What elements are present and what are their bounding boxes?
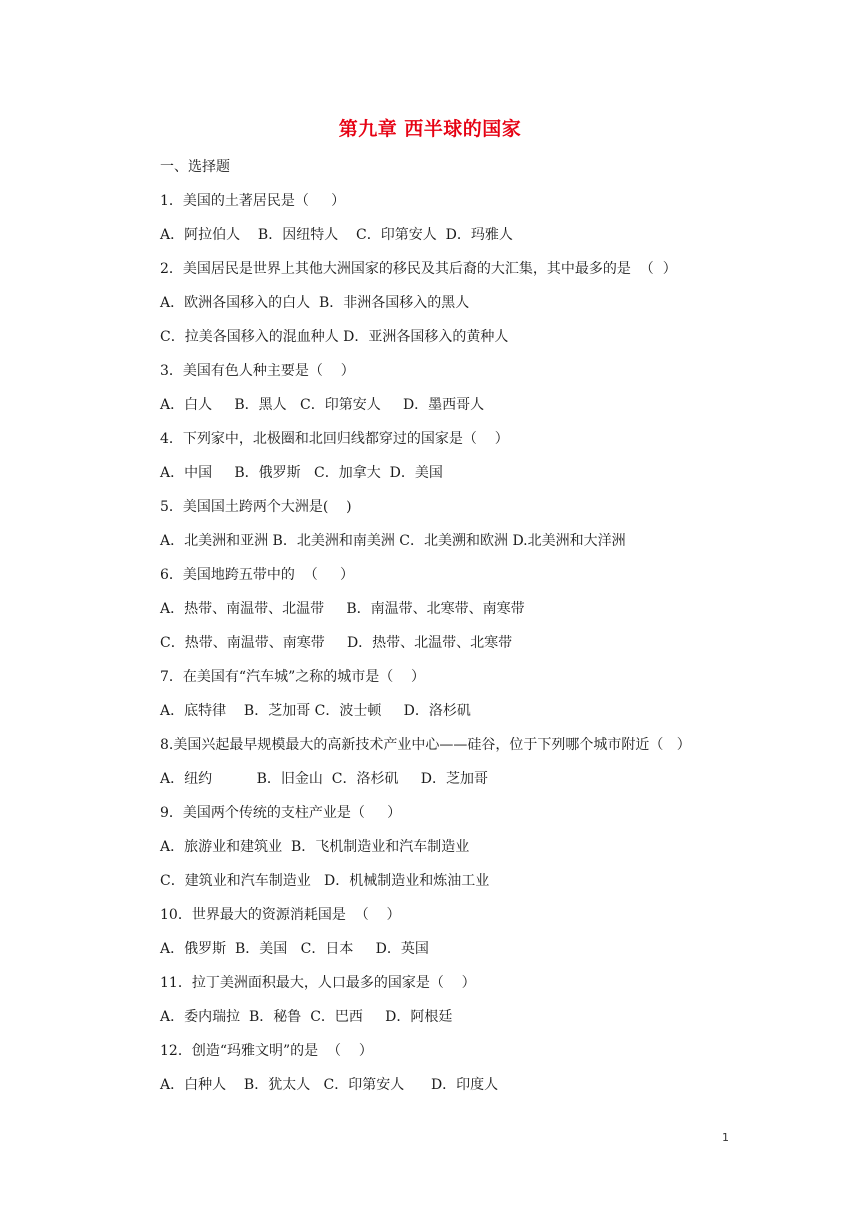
question-4-options: A．中国 B．俄罗斯 C．加拿大 D．美国 bbox=[160, 465, 443, 481]
question-5-options: A．北美洲和亚洲 B．北美洲和南美洲 C．北美溯和欧洲 D.北美洲和大洋洲 bbox=[160, 533, 626, 549]
page-title: 第九章 西半球的国家 bbox=[338, 118, 522, 140]
question-12-options: A．白种人 B．犹太人 C．印第安人 D．印度人 bbox=[160, 1077, 499, 1093]
question-6-options-ab: A．热带、南温带、北温带 B．南温带、北寒带、南寒带 bbox=[160, 601, 525, 617]
question-5: 5．美国国土跨两个大洲是( ) bbox=[160, 499, 352, 515]
question-9: 9．美国两个传统的支柱产业是（ ） bbox=[160, 805, 402, 821]
question-4: 4．下列家中，北极圈和北回归线都穿过的国家是（ ） bbox=[160, 431, 509, 447]
question-2: 2．美国居民是世界上其他大洲国家的移民及其后裔的大汇集，其中最多的是 （ ） bbox=[160, 261, 677, 277]
page-number: 1 bbox=[722, 1131, 729, 1144]
question-3-options: A．白人 B．黑人 C．印第安人 D．墨西哥人 bbox=[160, 397, 485, 413]
question-2-options-ab: A．欧洲各国移入的白人 B．非洲各国移入的黑人 bbox=[160, 295, 470, 311]
question-3: 3．美国有色人种主要是（ ） bbox=[160, 363, 355, 379]
section-heading: 一、选择题 bbox=[160, 159, 230, 175]
question-7: 7．在美国有“汽车城”之称的城市是（ ） bbox=[160, 669, 426, 685]
question-11: 11．拉丁美洲面积最大，人口最多的国家是（ ） bbox=[160, 975, 476, 991]
question-9-options-cd: C．建筑业和汽车制造业 D．机械制造业和炼油工业 bbox=[160, 873, 490, 889]
question-8: 8.美国兴起最早规模最大的高新技术产业中心——硅谷，位于下列哪个城市附近（ ） bbox=[160, 737, 691, 753]
question-list bbox=[160, 157, 760, 1109]
question-12: 12．创造“玛雅文明”的是 （ ） bbox=[160, 1043, 373, 1059]
question-10-options: A．俄罗斯 B．美国 C．日本 D．英国 bbox=[160, 941, 429, 957]
question-6: 6．美国地跨五带中的 （ ） bbox=[160, 567, 355, 583]
question-9-options-ab: A．旅游业和建筑业 B．飞机制造业和汽车制造业 bbox=[160, 839, 470, 855]
question-7-options: A．底特律 B．芝加哥 C．波士顿 D．洛杉矶 bbox=[160, 703, 471, 719]
question-2-options-cd: C．拉美各国移入的混血种人 D．亚洲各国移入的黄种人 bbox=[160, 329, 509, 345]
question-1-options: A．阿拉伯人 B．因纽特人 C．印第安人 D．玛雅人 bbox=[160, 227, 513, 243]
question-10: 10．世界最大的资源消耗国是 （ ） bbox=[160, 907, 401, 923]
question-1: 1．美国的土著居民是（ ） bbox=[160, 193, 346, 209]
question-11-options: A．委内瑞拉 B．秘鲁 C．巴西 D．阿根廷 bbox=[160, 1009, 453, 1025]
question-6-options-cd: C．热带、南温带、南寒带 D．热带、北温带、北寒带 bbox=[160, 635, 513, 651]
question-8-options: A．纽约 B．旧金山 C．洛杉矶 D．芝加哥 bbox=[160, 771, 488, 787]
